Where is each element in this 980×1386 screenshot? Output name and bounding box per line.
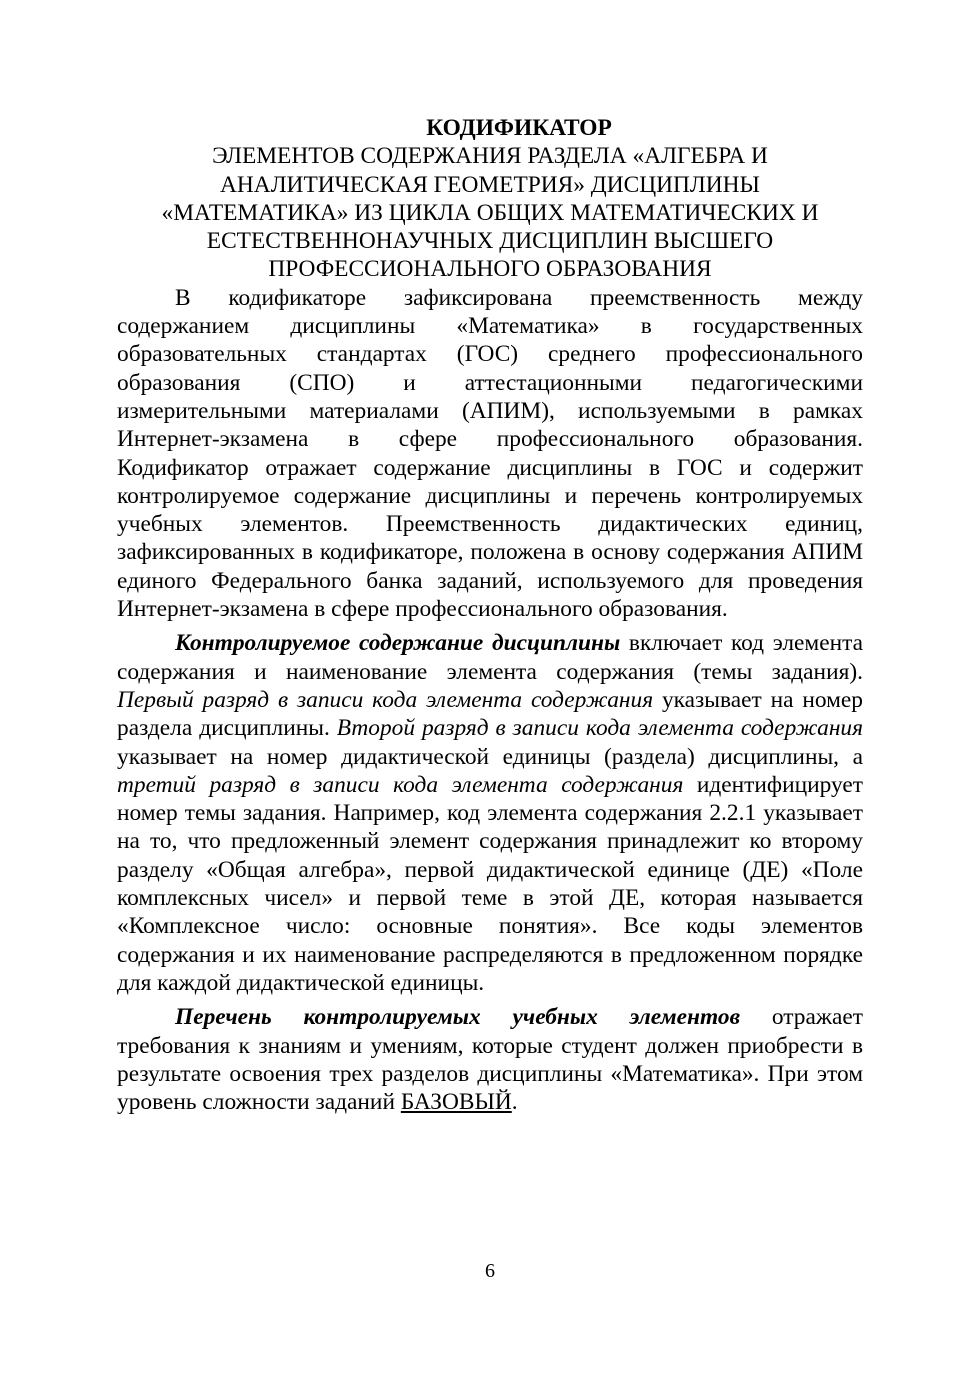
paragraph2-text-3: указывает на номер дидактической единицы (раздела) дисциплины, а: [117, 743, 863, 770]
heading-subtitle: ЭЛЕМЕНТОВ СОДЕРЖАНИЯ РАЗДЕЛА «АЛГЕБРА И АНАЛИТИЧЕСКАЯ ГЕОМЕТРИЯ» ДИСЦИПЛИНЫ «МАТЕМАТИКА» ИЗ ЦИКЛА ОБЩИХ МАТЕМАТИЧЕСКИХ И ЕСТЕСТВЕННОНАУЧНЫХ ДИСЦИПЛИН ВЫСШЕГО ПРОФЕССИОНАЛЬНОГО ОБРАЗОВАНИЯ: [161, 143, 819, 283]
paragraph-intro: В кодификаторе зафиксирована преемственность между содержанием дисциплины «Математика» в государственных образовательных стандартах (ГОС) среднего профессионального образования (СПО) и аттестационными педагогическими измерительными материалами (АПИМ), используемыми в рамках Интернет-экзамена в сфере профессионального образования. Кодификатор отражает содержание дисциплины в ГОС и содержит контролируемое содержание дисциплины и перечень контролируемых учебных элементов. Преемственность дидактических единиц, зафиксированных в кодификаторе, положена в основу содержания АПИМ единого Федерального банка заданий, используемого для проведения Интернет-экзамена в сфере профессионального образования.: [117, 284, 863, 623]
paragraph2-italic-1: Первый разряд в записи кода элемента содержания: [117, 686, 654, 713]
paragraph2-text-4: идентифицирует номер темы задания. Например, код элемента содержания 2.2.1 указывает на то, что предложенный элемент содержания принадлежит ко второму разделу «Общая алгебра», первой дидактической единице (ДЕ) «Поле комплексных чисел» и первой теме в этой ДЕ, которая называется «Комплексное число: основные понятия». Все коды элементов содержания и их наименование распределяются в предложенном порядке для каждой дидактической единицы.: [117, 771, 863, 996]
paragraph3-text-1: отражает требования к знаниям и умениям, которые студент должен приобрести в результате освоения трех разделов дисциплины «Математика». При этом уровень сложности заданий: [117, 1004, 864, 1116]
paragraph3-text-2: .: [511, 1089, 518, 1116]
difficulty-level: БАЗОВЫЙ: [400, 1089, 512, 1116]
heading-title: КОДИФИКАТОР: [426, 115, 612, 141]
page-number: 6: [485, 1260, 495, 1282]
document-heading: [117, 114, 863, 284]
paragraph2-italic-2: Второй разряд в записи кода элемента содержания: [336, 715, 863, 742]
term-controlled-content: Контролируемое содержание дисциплины: [175, 630, 621, 657]
paragraph2-italic-3: третий разряд в записи кода элемента содержания: [117, 771, 684, 798]
paragraph2-text-1: включает код элемента содержания и наименование элемента содержания (темы задания).: [117, 630, 863, 685]
paragraph-elements-list: [117, 1003, 863, 1116]
paragraph2-text-2: указывает на номер раздела дисциплины.: [117, 686, 863, 742]
paragraph-content-description: [117, 629, 863, 997]
term-controlled-elements: Перечень контролируемых учебных элементов: [175, 1004, 741, 1031]
document-page: [117, 114, 863, 1116]
